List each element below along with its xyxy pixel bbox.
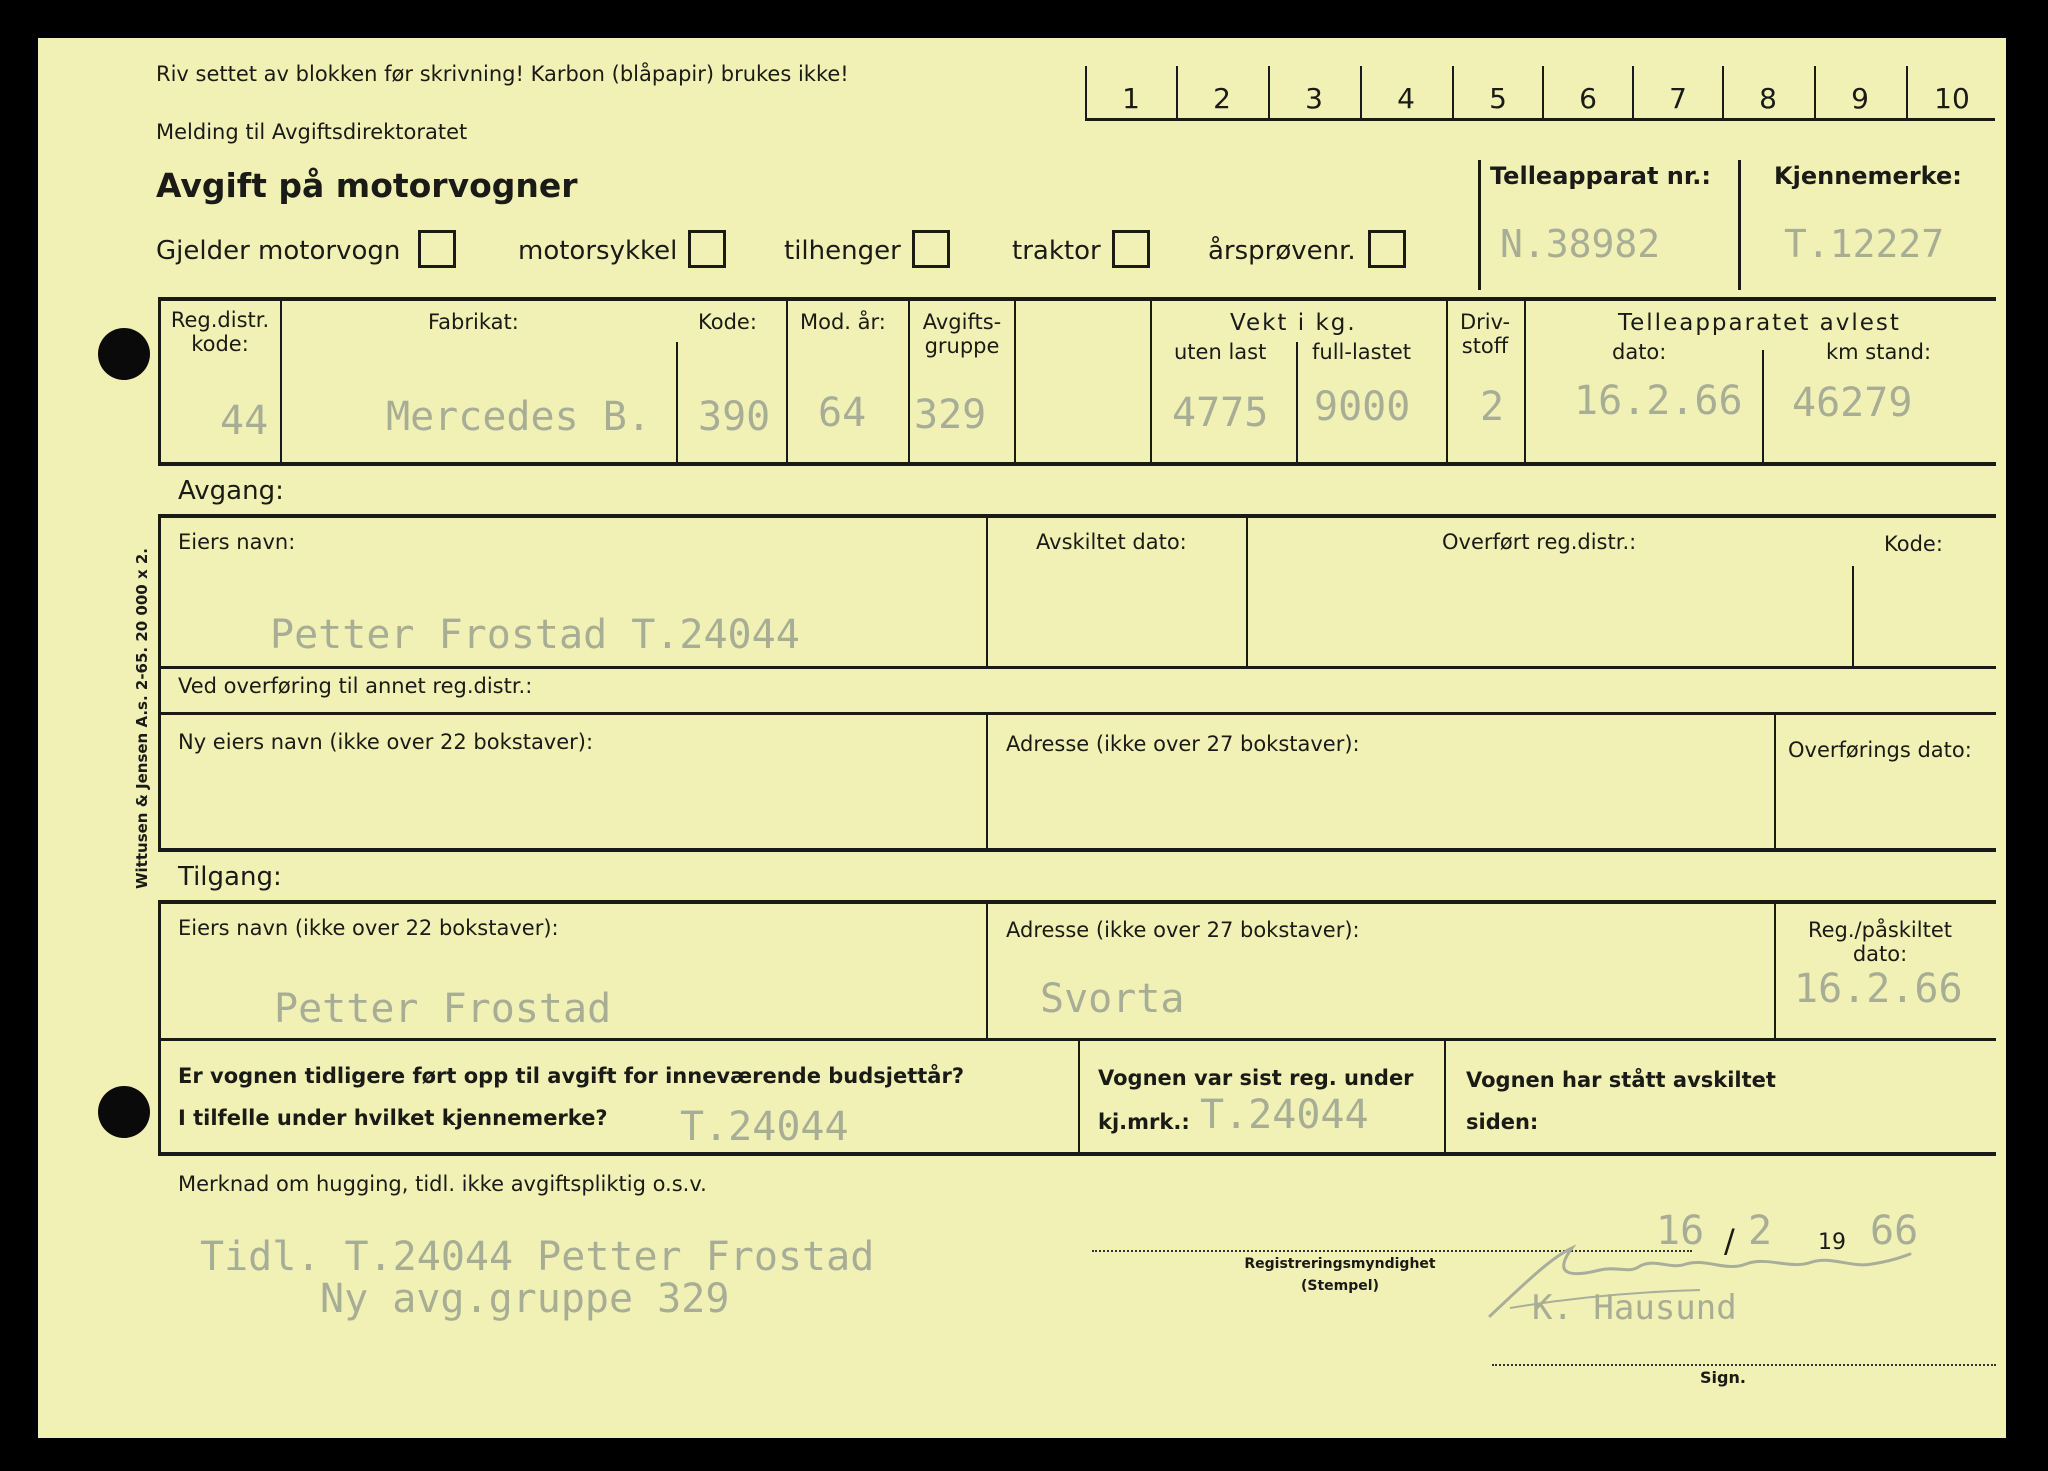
incoming-address-value: Svorta bbox=[1040, 976, 1185, 1022]
instruction-text: Riv settet av blokken før skrivning! Karbon (blåpapir) brukes ikke! bbox=[156, 62, 849, 86]
model-year-value: 64 bbox=[818, 390, 867, 436]
registration-mark-label: Kjennemerke: bbox=[1774, 162, 1962, 190]
last-registered-label: Vognen var sist reg. under bbox=[1098, 1066, 1414, 1090]
date-day: 16 bbox=[1656, 1208, 1705, 1254]
incoming-owner-label: Eiers navn (ikke over 22 bokstaver): bbox=[178, 916, 559, 940]
registration-authority-label: Registreringsmyndighet bbox=[1244, 1256, 1436, 1272]
registered-date-value: 16.2.66 bbox=[1794, 966, 1963, 1012]
incoming-owner-value: Petter Frostad bbox=[274, 986, 612, 1032]
sign-label: Sign. bbox=[1700, 1368, 1746, 1387]
copy-number: 6 bbox=[1579, 82, 1597, 115]
copy-number: 1 bbox=[1122, 82, 1140, 115]
recipient-text: Melding til Avgiftsdirektoratet bbox=[156, 120, 468, 144]
last-registered-mark-value: T.24044 bbox=[1200, 1092, 1369, 1138]
copy-number: 4 bbox=[1397, 82, 1415, 115]
vehicle-type-car-checkbox[interactable] bbox=[418, 230, 456, 268]
km-value: 46279 bbox=[1792, 380, 1913, 426]
vehicle-type-motorcycle-checkbox[interactable] bbox=[688, 230, 726, 268]
form-title: Avgift på motorvogner bbox=[156, 166, 578, 205]
registered-date-label: Reg./påskiltet dato: bbox=[1807, 918, 1952, 966]
previous-mark-question: I tilfelle under hvilket kjennemerke? bbox=[178, 1106, 608, 1130]
meter-read-label: Telleapparatet avlest bbox=[1618, 310, 1901, 336]
incoming-heading: Tilgang: bbox=[178, 862, 282, 892]
vehicle-type-tractor-label: traktor bbox=[1012, 236, 1101, 266]
vehicle-type-test-plate-label: årsprøvenr. bbox=[1208, 236, 1356, 266]
vehicle-type-tractor-checkbox[interactable] bbox=[1112, 230, 1150, 268]
stamp-label: (Stempel) bbox=[1301, 1278, 1379, 1294]
district-code-label: Reg.distr. kode: bbox=[170, 308, 270, 356]
kjmrk-label: kj.mrk.: bbox=[1098, 1110, 1190, 1134]
make-label: Fabrikat: bbox=[428, 310, 519, 334]
model-year-label: Mod. år: bbox=[800, 310, 886, 334]
district-code-value: 44 bbox=[220, 398, 269, 444]
copy-number: 3 bbox=[1305, 82, 1323, 115]
copy-number: 2 bbox=[1213, 82, 1231, 115]
remarks-label: Merknad om hugging, tidl. ikke avgiftspliktig o.s.v. bbox=[178, 1172, 707, 1196]
signer-name: K. Hausund bbox=[1532, 1288, 1737, 1328]
read-date-label: dato: bbox=[1612, 340, 1667, 364]
vehicle-type-test-plate-checkbox[interactable] bbox=[1368, 230, 1406, 268]
copy-number: 8 bbox=[1759, 82, 1777, 115]
printer-imprint: Wittusen & Jensen A.s. 2-65. 20 000 x 2. bbox=[133, 547, 151, 889]
copy-number: 5 bbox=[1489, 82, 1507, 115]
fuel-label: Driv- stoff bbox=[1459, 310, 1511, 358]
year-prefix: 19 bbox=[1818, 1230, 1846, 1255]
fee-group-label: Avgifts- gruppe bbox=[922, 310, 1002, 358]
code-label: Kode: bbox=[698, 310, 757, 334]
make-value: Mercedes B. bbox=[386, 394, 651, 440]
new-owner-label: Ny eiers navn (ikke over 22 bokstaver): bbox=[178, 730, 594, 754]
remarks-line-1: Tidl. T.24044 Petter Frostad bbox=[200, 1234, 875, 1280]
read-date-value: 16.2.66 bbox=[1574, 378, 1743, 424]
date-month: 2 bbox=[1748, 1208, 1773, 1254]
vehicle-type-trailer-label: tilhenger bbox=[784, 236, 901, 266]
unloaded-weight-label: uten last bbox=[1174, 340, 1267, 364]
deregistered-date-label: Avskiltet dato: bbox=[1036, 530, 1187, 554]
previous-fee-question: Er vognen tidligere ført opp til avgift for inneværende budsjettår? bbox=[178, 1064, 965, 1088]
outgoing-heading: Avgang: bbox=[178, 476, 284, 506]
code-value: 390 bbox=[698, 394, 771, 440]
fuel-value: 2 bbox=[1480, 384, 1505, 430]
vehicle-type-car-label: Gjelder motorvogn bbox=[156, 236, 401, 266]
loaded-weight-value: 9000 bbox=[1314, 384, 1411, 430]
outgoing-owner-value: Petter Frostad T.24044 bbox=[270, 612, 800, 658]
incoming-address-label: Adresse (ikke over 27 bokstaver): bbox=[1006, 918, 1360, 942]
copy-number: 9 bbox=[1851, 82, 1869, 115]
stood-deregistered-label: Vognen har stått avskiltet bbox=[1466, 1068, 1776, 1092]
since-label: siden: bbox=[1466, 1110, 1539, 1134]
km-label: km stand: bbox=[1826, 340, 1932, 364]
transfer-heading: Ved overføring til annet reg.distr.: bbox=[178, 674, 533, 698]
registration-mark-value: T.12227 bbox=[1784, 222, 1945, 266]
fee-group-value: 329 bbox=[914, 392, 987, 438]
copy-number: 7 bbox=[1669, 82, 1687, 115]
outgoing-code-label: Kode: bbox=[1884, 532, 1943, 556]
new-address-label: Adresse (ikke over 27 bokstaver): bbox=[1006, 732, 1360, 756]
unloaded-weight-value: 4775 bbox=[1172, 390, 1269, 436]
meter-number-label: Telleapparat nr.: bbox=[1490, 162, 1712, 190]
meter-number-value: N.38982 bbox=[1500, 222, 1661, 266]
signature-line bbox=[1492, 1364, 1996, 1366]
punch-hole-top bbox=[98, 328, 150, 380]
transferred-district-label: Overført reg.distr.: bbox=[1442, 530, 1637, 554]
vehicle-type-trailer-checkbox[interactable] bbox=[912, 230, 950, 268]
date-separator: / bbox=[1724, 1222, 1735, 1260]
remarks-line-2: Ny avg.gruppe 329 bbox=[320, 1276, 730, 1322]
transfer-date-label: Overførings dato: bbox=[1788, 738, 1972, 762]
year-suffix: 66 bbox=[1870, 1208, 1919, 1254]
vehicle-type-motorcycle-label: motorsykkel bbox=[518, 236, 678, 266]
copy-number: 10 bbox=[1934, 82, 1970, 115]
weight-label: Vekt i kg. bbox=[1230, 310, 1357, 336]
punch-hole-bottom bbox=[98, 1086, 150, 1138]
outgoing-owner-label: Eiers navn: bbox=[178, 530, 296, 554]
previous-mark-value: T.24044 bbox=[680, 1104, 849, 1150]
loaded-weight-label: full-lastet bbox=[1312, 340, 1411, 364]
